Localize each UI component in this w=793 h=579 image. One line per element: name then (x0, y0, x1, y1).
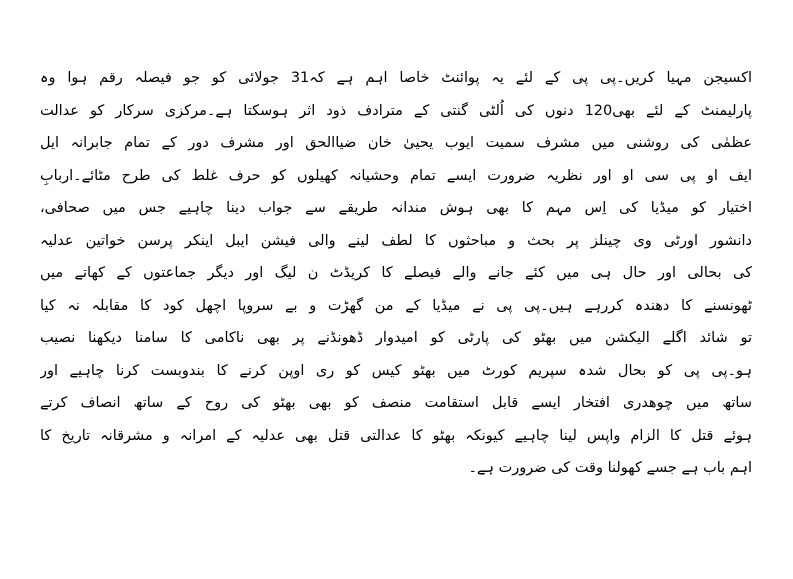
text-line: ہوئے قتل کا الزام واپس لینا چاہیے کیونکہ بھٹو کا عدالتی قتل بھی عدلیہ کے امرانہ و مشرقانہ تاریخ کا (40, 427, 752, 444)
text-line: اختیار کو میڈیا کی اِس مہم کا بھی ہوش مندانہ طریقے سے جواب دینا چاہیے جس میں صحافی، (40, 200, 752, 216)
text-line: ایف او پی سی او اور نظریہ ضرورت ایسے تمام وحشیانہ کھیلوں کو حرف غلط کی طرح مٹائے۔اربابِ (40, 167, 752, 184)
text-line: دانشور اورٹی وی چینلز پر بحث و مباحثوں کا لطف لینے والی فیشن ایبل اینکر پرسن خواتین عدلیہ (40, 232, 752, 249)
text-line: تو شائد اگلے الیکشن میں بھٹو کی پارٹی کو امیدوار ڈھونڈنے پر بھی ناکامی کا سامنا دیکھنا نصیب (40, 330, 752, 346)
text-line: اکسیجن مہیا کریں۔پی پی کے لئے یہ پوائنٹ خاصا اہم ہے کہ31 جولائی کو جو فیصلہ رقم ہوا وہ (40, 70, 752, 86)
text-line: عظمٰی کی روشنی میں مشرف سمیت ایوب یحییٰ خان ضیاالحق اور مشرف دور کے تمام جابرانہ ایل (40, 135, 752, 151)
urdu-text-body (40, 62, 752, 485)
text-line: پارلیمنٹ کے لئے بھی120 دنوں کی اُلٹی گنتی کے مترادف ذود اثر ہوسکتا ہے۔مرکزی سرکار کو عدالت (40, 102, 752, 119)
text-line: ہو۔پی پی کو بحال شدہ سپریم کورٹ میں بھٹو کیس کو ری اوپن کرنے کا بندوبست کرنا چاہیے اور (40, 362, 752, 379)
text-line: ساتھ میں چوھدری افتخار ایسے قابل استقامت منصف کو بھی بھٹو کی روح کے ساتھ انصاف کرتے (40, 395, 752, 411)
text-line: ٹھونسنے کا دھندہ کررہے ہیں۔پی پی نے میڈیا کے من گھڑت و بے سروپا اچھل کود کا مقابلہ نہ کیا (40, 297, 752, 314)
text-line: اہم باب ہے جسے کھولنا وقت کی ضرورت ہے۔ (468, 460, 752, 476)
text-line: کی بحالی اور حال ہی میں کئے جانے والے فیصلے کا کریڈٹ ن لیگ اور دیگر جماعتوں کے کھاتے میں (40, 265, 752, 281)
